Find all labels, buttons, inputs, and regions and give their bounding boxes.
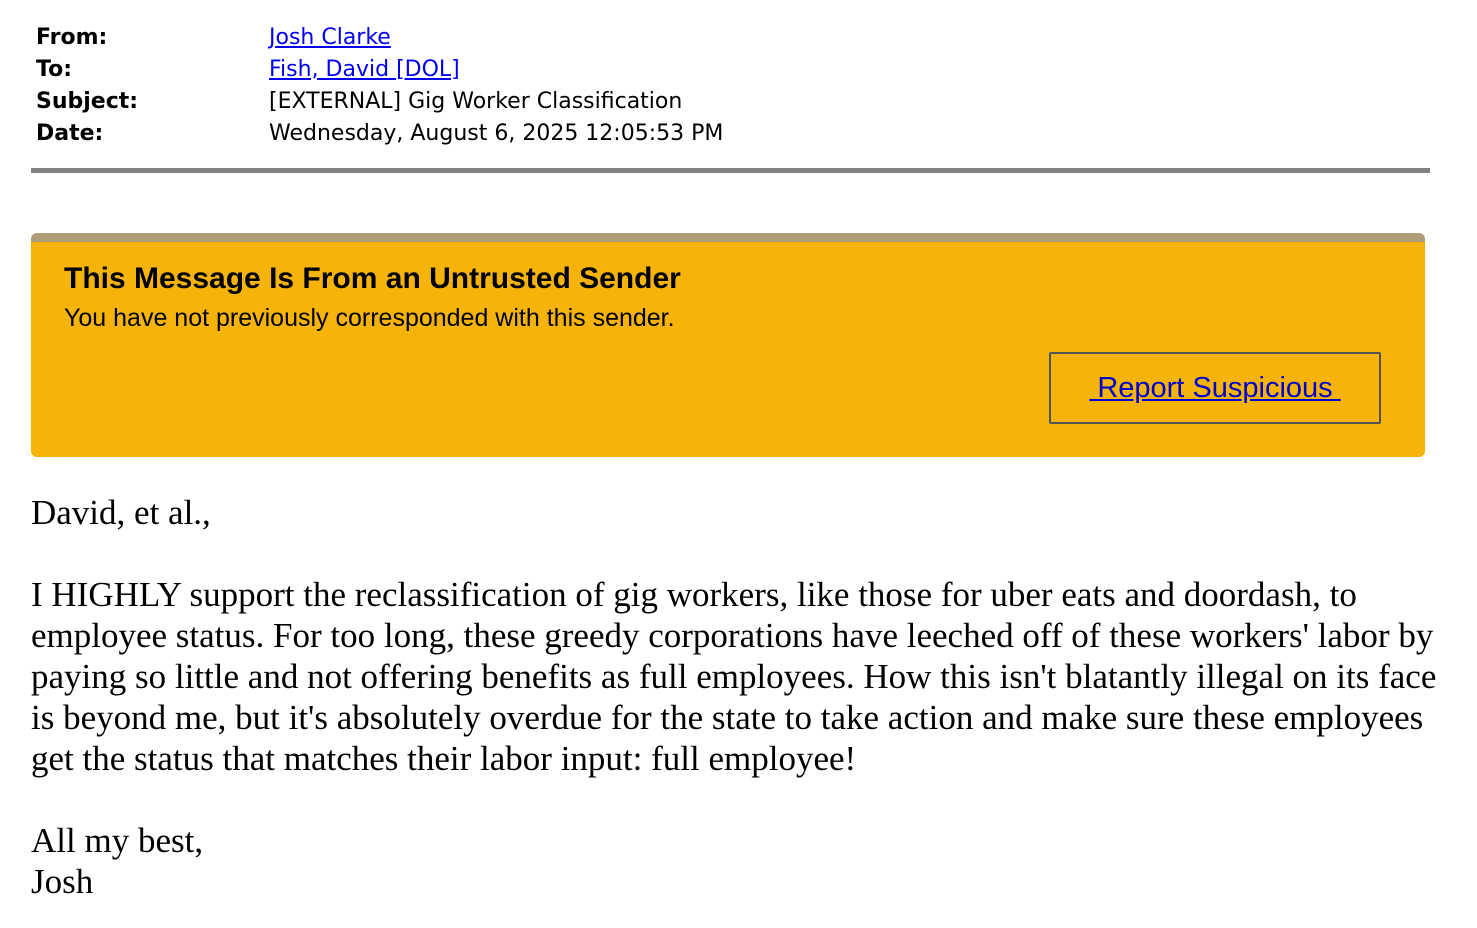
to-row <box>36 54 723 86</box>
signature: Josh <box>31 862 94 901</box>
date-value: Wednesday, August 6, 2025 12:05:53 PM <box>269 121 724 146</box>
date-label: Date: <box>36 121 104 146</box>
report-suspicious-button[interactable]: Report Suspicious <box>1049 352 1381 424</box>
untrusted-sender-banner <box>31 233 1425 457</box>
greeting: David, et al., <box>31 493 211 532</box>
header-divider <box>31 168 1430 173</box>
subject-row <box>36 86 723 118</box>
to-link[interactable]: Fish, David [DOL] <box>269 57 460 82</box>
from-row <box>36 22 723 54</box>
date-row <box>36 118 723 150</box>
email-header <box>36 22 723 150</box>
from-label: From: <box>36 25 108 50</box>
banner-title: This Message Is From an Untrusted Sender <box>64 262 681 295</box>
body-paragraph: I HIGHLY support the reclassification of gig workers, like those for uber eats and doordash, to employee status. For too long, these greedy corporations have leeched off of these workers' labor by paying so little and not offering benefits as full employees. How this isn't blatantly illegal on its face is beyond me, but it's absolutely overdue for the state to take action and make sure these employees get the status that matches their labor input: full employee! <box>31 575 1437 778</box>
email-body <box>31 492 1451 902</box>
from-link[interactable]: Josh Clarke <box>269 25 391 50</box>
closing-block <box>31 820 1451 902</box>
closing: All my best, <box>31 821 204 860</box>
to-label: To: <box>36 57 72 82</box>
banner-subtitle: You have not previously corresponded with this sender. <box>64 304 675 332</box>
subject-value: [EXTERNAL] Gig Worker Classification <box>269 89 683 114</box>
subject-label: Subject: <box>36 89 139 114</box>
